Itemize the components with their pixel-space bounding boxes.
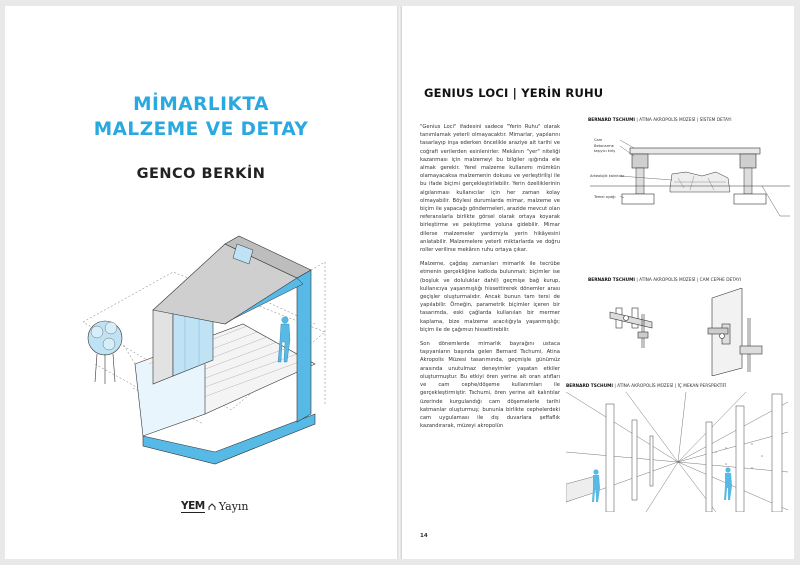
right-page: [402, 6, 794, 559]
book-title-line-2: MALZEME VE DETAY: [93, 119, 309, 140]
system-detail-drawing: [590, 126, 790, 236]
svg-text:taşıyıcı kiriş: taşıyıcı kiriş: [594, 149, 616, 153]
left-page: [5, 6, 397, 559]
page-number: 14: [420, 533, 428, 539]
figure-caption: BERNARD TSCHUMI | ATİNA AKROPOLİS MÜZESİ | İÇ MEKAN PERSPEKTİFİ: [566, 384, 727, 389]
house-icon: [208, 503, 216, 511]
house-axonometric-illustration: [75, 214, 330, 469]
interior-perspective-drawing: [566, 392, 788, 512]
publisher-logo: [181, 500, 249, 513]
person-silhouette: [592, 469, 600, 502]
paragraph: "Genius Loci" ifadesini sadece "Yerin Ruhu" olarak tanımlamak yeterli olmayacaktır. Mimarlar, yapılarını tasarlayıp inşa ederken öncelikle araziye ait tarihi ve coğrafi verilerden esinlenirler. Mekânın "yer" niteliği kazanması için malzemeyi bu bilgiler ışığında ele almak gerekir. Yerel malzeme kullanımı mümkün olamayacaksa malzemenin dokusu ve yerleştirilişi ile bu ifade biçimi gerçekleştirilebilir. Yerin özelliklerinin algılanması kullanıcılar için her zaman kolay olmayabilir. Böylesi durumlarda mimar, malzeme ve biçim ile yapacağı göndermeleri, arazide mevcut olan referanslarla birlikte görsel olarak ortaya koyarak birleştirme ve pekiştirme yoluna gidebilir. Mimar dilerse malzemeler yardımıyla yerin hikâyesini anlatabilir. Malzemelere yeterli miktarlarda ve doğru roller verilirse mekânın ruhu ortaya çıkar.: [420, 124, 560, 254]
svg-text:Temel ayağı: Temel ayağı: [594, 195, 616, 199]
glass-facade-detail-drawing: [602, 288, 782, 376]
section-heading: GENIUS LOCI | YERİN RUHU: [424, 86, 604, 100]
body-text-column: [420, 123, 560, 436]
figure-caption: BERNARD TSCHUMI | ATİNA AKROPOLİS MÜZESİ | SİSTEM DETAYI: [588, 118, 732, 123]
paragraph: Son dönemlerde mimarlık bayrağını ustaca taşıyanların başında gelen Bernard Tschumi, Atina Akropolis Müzesi tasarımında, geçmişle günümüz arasında unutulmaz deneyimler yaşatan etkiler oluşturmuştur. Bu etkiyi ören yerine ait oran atıfları ve cam cephe/döşeme kullanımları ile gerçekleştirmiştir. Tschumi, ören yerine ait kalıntılar üzerinde kurgulandığı cam döşemelerle tarihi katmanlar oluşturmuş; bununla birlikte cephelerdeki cam uygulaması ile dış duvarlara şeffaflık kazandırarak, müzeyi akropolün: [420, 341, 560, 430]
bush-illustration: [88, 321, 122, 384]
figure-caption: BERNARD TSCHUMI | ATİNA AKROPOLİS MÜZESİ | CAM CEPHE DETAYI: [588, 278, 742, 283]
svg-text:Cam: Cam: [594, 138, 603, 142]
publisher-mark: YEM: [181, 500, 205, 512]
author-name: GENCO BERKİN: [136, 166, 266, 182]
book-title-line-1: MİMARLIKTA: [133, 94, 269, 115]
paragraph: Malzeme, çağdaş zamanları mimarlık ile tecrübe etmenin gerçekliğine katkıda bulunmalı; biçimler ise (boşluk ve doluluklar dahil) geçmişe bağ kurup, kullanıcıya yaşanmışlığı hissettirerek dönemler arası geçişler oluşturmalıdır. Ancak bunun tam tersi de yapılabilir. Örneğin, parametrik biçimler içeren bir tasarımda, eski çağlarda kullanılan bir mermer kaplama, bize malzeme aracılığıyla yaşanmışlığı; biçim ile de çağımızı hissettirebilir.: [420, 261, 560, 333]
person-silhouette: [724, 467, 732, 500]
svg-text:Arkeolojik kalıntılar: Arkeolojik kalıntılar: [590, 174, 625, 178]
publisher-suffix: Yayın: [218, 500, 249, 513]
svg-text:Betonarme: Betonarme: [594, 144, 614, 148]
book-title: [5, 92, 397, 142]
